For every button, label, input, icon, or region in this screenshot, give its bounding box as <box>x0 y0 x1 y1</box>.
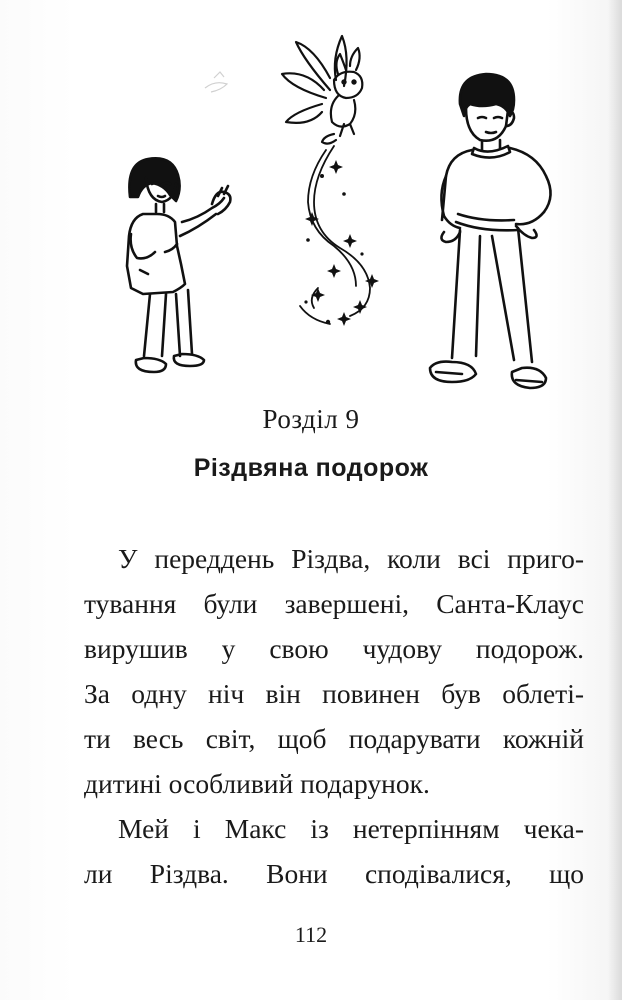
text-line: ти весь світ, щоб подарувати кожній <box>84 723 584 754</box>
page-number: 112 <box>294 922 328 947</box>
chapter-number: Розділ 9 <box>262 404 360 434</box>
chapter-title: Різдвяна подорож <box>193 454 429 482</box>
text-line: тування були завершені, Санта-Клаус <box>84 588 584 619</box>
text-line: У переддень Різдва, коли всі приго- <box>118 543 584 574</box>
text-line: ли Різдва. Вони сподівалися, що <box>84 858 584 889</box>
chapter-body-text <box>84 536 584 896</box>
chapter-illustration <box>0 0 622 400</box>
text-line: вирушив у свою чудову подорож. <box>84 633 584 664</box>
boy-icon <box>430 74 551 388</box>
girl-icon <box>127 158 230 372</box>
text-line: За одну ніч він повинен був облеті- <box>84 678 584 709</box>
fairy-deer-icon <box>282 36 362 144</box>
sparkle-trail-icon <box>300 146 379 326</box>
text-line: Мей і Макс із нетерпінням чека- <box>118 813 584 844</box>
paper-smudge <box>205 72 227 92</box>
text-line: дитині особливий подарунок. <box>84 768 430 799</box>
